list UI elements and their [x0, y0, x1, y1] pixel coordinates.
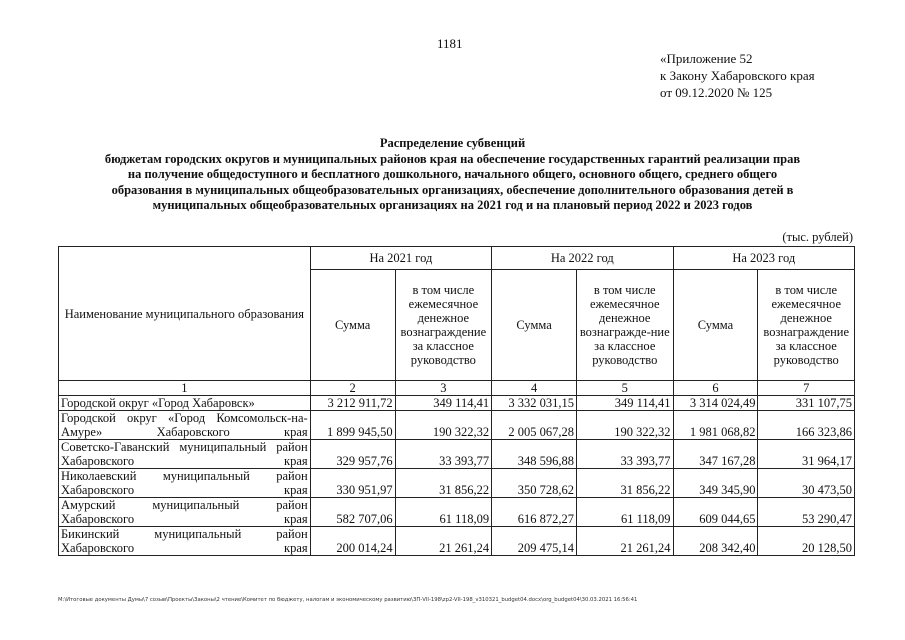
sum-2022: 209 475,14	[492, 527, 577, 556]
header-monthly-payment: в том числе ежемесячное денежное вознагражде-ние за классное руководство	[577, 270, 673, 381]
monthly-2023: 166 323,86	[758, 411, 855, 440]
table-row	[59, 396, 855, 411]
appendix-line: «Приложение 52	[660, 51, 753, 66]
monthly-2023: 30 473,50	[758, 469, 855, 498]
sum-2023: 1 981 068,82	[673, 411, 758, 440]
monthly-2021: 21 261,24	[395, 527, 491, 556]
table-row	[59, 411, 855, 440]
appendix-line: от 09.12.2020 № 125	[660, 85, 773, 100]
sum-2023: 208 342,40	[673, 527, 758, 556]
sum-2022: 3 332 031,15	[492, 396, 577, 411]
column-number: 6	[673, 381, 758, 396]
sum-2021: 582 707,06	[310, 498, 395, 527]
monthly-2021: 33 393,77	[395, 440, 491, 469]
page-number: 1181	[437, 36, 463, 51]
monthly-2023: 53 290,47	[758, 498, 855, 527]
table-row	[59, 469, 855, 498]
municipality-name: Городской округ «Город Комсомольск-на-Амуре» Хабаровского края	[59, 411, 311, 440]
file-path-footer: M:\Итоговые документы Думы\7 созыв\Проекты\Законы\2 чтение\Комитет по бюджету, налогам и экономическому развитию\ЗП-VII-198\zp2-VII-198_v310321_budget04.docx\org_budget04\30.03.2021 16:56:41	[58, 597, 638, 603]
unit-label: (тыс. рублей)	[782, 230, 853, 244]
heading-line: бюджетам городских округов и муниципальных районов края на обеспечение государственных гарантий реализации прав	[104, 151, 801, 166]
monthly-2022: 31 856,22	[577, 469, 673, 498]
monthly-2022: 61 118,09	[577, 498, 673, 527]
table-row	[59, 440, 855, 469]
sum-2023: 347 167,28	[673, 440, 758, 469]
document-heading	[50, 136, 855, 214]
monthly-2023: 20 128,50	[758, 527, 855, 556]
heading-line: на получение общедоступного и бесплатного дошкольного, начального общего, основного общего, среднего общего	[127, 167, 778, 181]
heading-line: образования в муниципальных общеобразовательных организациях, обеспечение дополнительного образования детей в	[111, 182, 794, 197]
sum-2022: 350 728,62	[492, 469, 577, 498]
sum-2022: 348 596,88	[492, 440, 577, 469]
sum-2021: 330 951,97	[310, 469, 395, 498]
municipality-name: Амурский муниципальный район Хабаровского края	[59, 498, 311, 527]
sum-2023: 349 345,90	[673, 469, 758, 498]
header-year-2021: На 2021 год	[310, 247, 491, 270]
header-sum: Сумма	[673, 270, 758, 381]
column-number: 5	[577, 381, 673, 396]
column-number: 2	[310, 381, 395, 396]
monthly-2023: 31 964,17	[758, 440, 855, 469]
appendix-line: к Закону Хабаровского края	[660, 68, 815, 83]
municipality-name: Городской округ «Город Хабаровск»	[59, 396, 311, 411]
heading-line: муниципальных общеобразовательных организациях на 2021 год и на плановый период 2022 и 2023 годов	[152, 198, 753, 212]
municipality-name: Бикинский муниципальный район Хабаровского края	[59, 527, 311, 556]
column-number: 1	[59, 381, 311, 396]
monthly-2023: 331 107,75	[758, 396, 855, 411]
header-year-2023: На 2023 год	[673, 247, 854, 270]
sum-2022: 2 005 067,28	[492, 411, 577, 440]
column-number: 4	[492, 381, 577, 396]
monthly-2021: 190 322,32	[395, 411, 491, 440]
column-number: 3	[395, 381, 491, 396]
monthly-2021: 31 856,22	[395, 469, 491, 498]
sum-2023: 609 044,65	[673, 498, 758, 527]
municipality-name: Николаевский муниципальный район Хабаровского края	[59, 469, 311, 498]
header-municipality: Наименование муниципального образования	[59, 247, 311, 381]
appendix-note	[660, 50, 815, 101]
monthly-2022: 349 114,41	[577, 396, 673, 411]
header-monthly-payment: в том числе ежемесячное денежное вознаграждение за классное руководство	[758, 270, 855, 381]
heading-title: Распределение субвенций	[379, 136, 526, 150]
subsidy-table	[58, 246, 855, 556]
header-year-2022: На 2022 год	[492, 247, 673, 270]
sum-2021: 3 212 911,72	[310, 396, 395, 411]
sum-2021: 329 957,76	[310, 440, 395, 469]
sum-2023: 3 314 024,49	[673, 396, 758, 411]
monthly-2022: 21 261,24	[577, 527, 673, 556]
municipality-name: Советско-Гаванский муниципальный район Хабаровского края	[59, 440, 311, 469]
monthly-2021: 349 114,41	[395, 396, 491, 411]
sum-2022: 616 872,27	[492, 498, 577, 527]
header-monthly-payment: в том числе ежемесячное денежное вознаграждение за классное руководство	[395, 270, 491, 381]
monthly-2022: 33 393,77	[577, 440, 673, 469]
monthly-2021: 61 118,09	[395, 498, 491, 527]
table-row	[59, 498, 855, 527]
sum-2021: 200 014,24	[310, 527, 395, 556]
monthly-2022: 190 322,32	[577, 411, 673, 440]
header-sum: Сумма	[310, 270, 395, 381]
header-sum: Сумма	[492, 270, 577, 381]
table-row	[59, 527, 855, 556]
sum-2021: 1 899 945,50	[310, 411, 395, 440]
column-number: 7	[758, 381, 855, 396]
